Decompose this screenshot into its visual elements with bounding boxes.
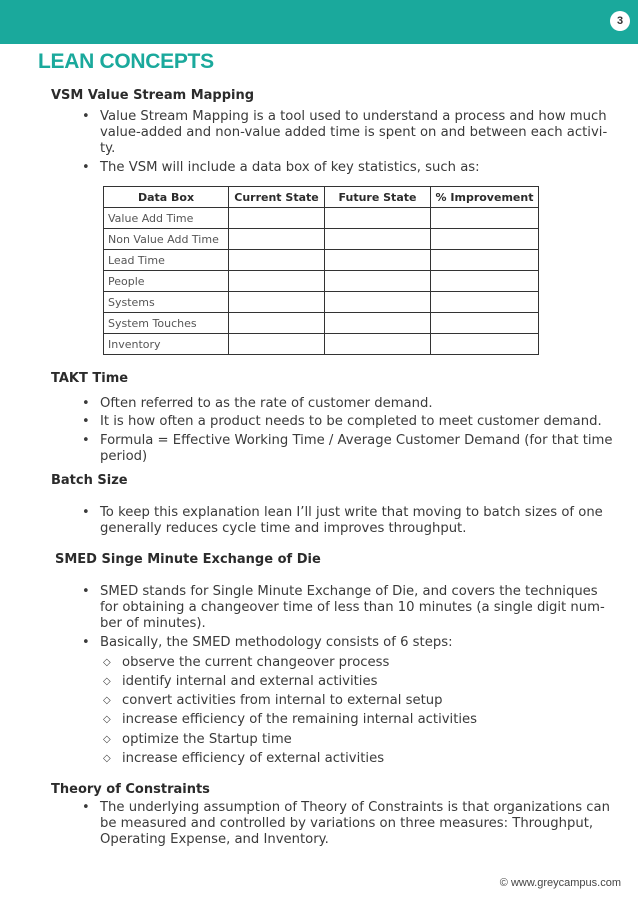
smed-bullet-1-line-1: SMED stands for Single Minute Exchange of Die, and covers the techniques <box>100 584 598 599</box>
table-cell <box>325 208 431 229</box>
smed-step-3: convert activities from internal to external setup <box>122 693 443 708</box>
table-row <box>104 250 539 271</box>
table-header-row <box>104 187 539 208</box>
table-row <box>104 313 539 334</box>
table-cell <box>229 250 325 271</box>
page-number-badge: 3 <box>610 11 630 31</box>
table-cell <box>229 313 325 334</box>
bullet-icon: • <box>82 396 90 411</box>
bullet-icon: • <box>82 109 90 124</box>
table-cell: People <box>104 271 229 292</box>
header-bar <box>0 0 638 44</box>
diamond-bullet-icon: ◇ <box>103 753 111 764</box>
table-row <box>104 208 539 229</box>
table-cell <box>431 271 539 292</box>
table-row <box>104 271 539 292</box>
vsm-bullet-1-line-2: value-added and non-value added time is spent on and between each activi- <box>100 125 608 140</box>
diamond-bullet-icon: ◇ <box>103 714 111 725</box>
toc-bullet-1-line-1: The underlying assumption of Theory of Constraints is that organizations can <box>100 800 610 815</box>
table-header-cell: Data Box <box>104 187 229 208</box>
table-cell <box>431 292 539 313</box>
smed-bullet-1-line-2: for obtaining a changeover time of less than 10 minutes (a single digit num- <box>100 600 605 615</box>
takt-bullet-1: Often referred to as the rate of customer demand. <box>100 396 433 411</box>
table-header-cell: % Improvement <box>431 187 539 208</box>
smed-step-1: observe the current changeover process <box>122 655 390 670</box>
table-cell: Systems <box>104 292 229 313</box>
table-cell <box>431 334 539 355</box>
table-cell: Non Value Add Time <box>104 229 229 250</box>
table-cell <box>229 292 325 313</box>
smed-step-6: increase efficiency of external activities <box>122 751 385 766</box>
table-cell <box>229 208 325 229</box>
smed-bullet-2: Basically, the SMED methodology consists of 6 steps: <box>100 635 453 650</box>
bullet-icon: • <box>82 635 90 650</box>
page-title: LEAN CONCEPTS <box>38 50 214 73</box>
toc-heading: Theory of Constraints <box>51 782 210 797</box>
vsm-data-box-table <box>103 186 539 355</box>
table-cell <box>431 313 539 334</box>
table-cell <box>431 208 539 229</box>
table-cell <box>229 229 325 250</box>
vsm-bullet-1-line-1: Value Stream Mapping is a tool used to understand a process and how much <box>100 109 607 124</box>
vsm-bullet-1-line-3: ty. <box>100 141 116 156</box>
batch-heading: Batch Size <box>51 473 128 488</box>
vsm-heading: VSM Value Stream Mapping <box>51 88 255 103</box>
diamond-bullet-icon: ◇ <box>103 657 111 668</box>
bullet-icon: • <box>82 160 90 175</box>
smed-bullet-1-line-3: ber of minutes). <box>100 616 206 631</box>
table-cell <box>229 271 325 292</box>
bullet-icon: • <box>82 584 90 599</box>
batch-bullet-1-line-1: To keep this explanation lean I’ll just write that moving to batch sizes of one <box>100 505 603 520</box>
table-row <box>104 334 539 355</box>
table-cell <box>325 313 431 334</box>
diamond-bullet-icon: ◇ <box>103 695 111 706</box>
diamond-bullet-icon: ◇ <box>103 676 111 687</box>
vsm-bullet-2: The VSM will include a data box of key statistics, such as: <box>100 160 480 175</box>
table-cell <box>325 229 431 250</box>
bullet-icon: • <box>82 414 90 429</box>
table-cell <box>325 292 431 313</box>
diamond-bullet-icon: ◇ <box>103 734 111 745</box>
toc-bullet-1-line-3: Operating Expense, and Inventory. <box>100 832 329 847</box>
table-header-cell: Current State <box>229 187 325 208</box>
batch-bullet-1-line-2: generally reduces cycle time and improves throughput. <box>100 521 467 536</box>
table-cell <box>325 271 431 292</box>
table-cell <box>325 250 431 271</box>
table-header-cell: Future State <box>325 187 431 208</box>
table-cell: Inventory <box>104 334 229 355</box>
takt-heading: TAKT Time <box>51 371 129 386</box>
table-row <box>104 292 539 313</box>
smed-step-4: increase efficiency of the remaining internal activities <box>122 712 478 727</box>
smed-step-5: optimize the Startup time <box>122 732 292 747</box>
bullet-icon: • <box>82 433 90 448</box>
smed-step-2: identify internal and external activities <box>122 674 378 689</box>
table-cell <box>229 334 325 355</box>
takt-bullet-3-line-2: period) <box>100 449 148 464</box>
table-cell <box>431 229 539 250</box>
smed-heading: SMED Singe Minute Exchange of Die <box>55 552 321 567</box>
table-cell <box>431 250 539 271</box>
takt-bullet-3-line-1: Formula = Effective Working Time / Average Customer Demand (for that time <box>100 433 613 448</box>
toc-bullet-1-line-2: be measured and controlled by variations on three measures: Throughput, <box>100 816 594 831</box>
table-row <box>104 229 539 250</box>
takt-bullet-2: It is how often a product needs to be completed to meet customer demand. <box>100 414 602 429</box>
table-cell: System Touches <box>104 313 229 334</box>
table-cell: Lead Time <box>104 250 229 271</box>
table-cell: Value Add Time <box>104 208 229 229</box>
bullet-icon: • <box>82 505 90 520</box>
table-cell <box>325 334 431 355</box>
footer-copyright: © www.greycampus.com <box>499 877 621 889</box>
bullet-icon: • <box>82 800 90 815</box>
